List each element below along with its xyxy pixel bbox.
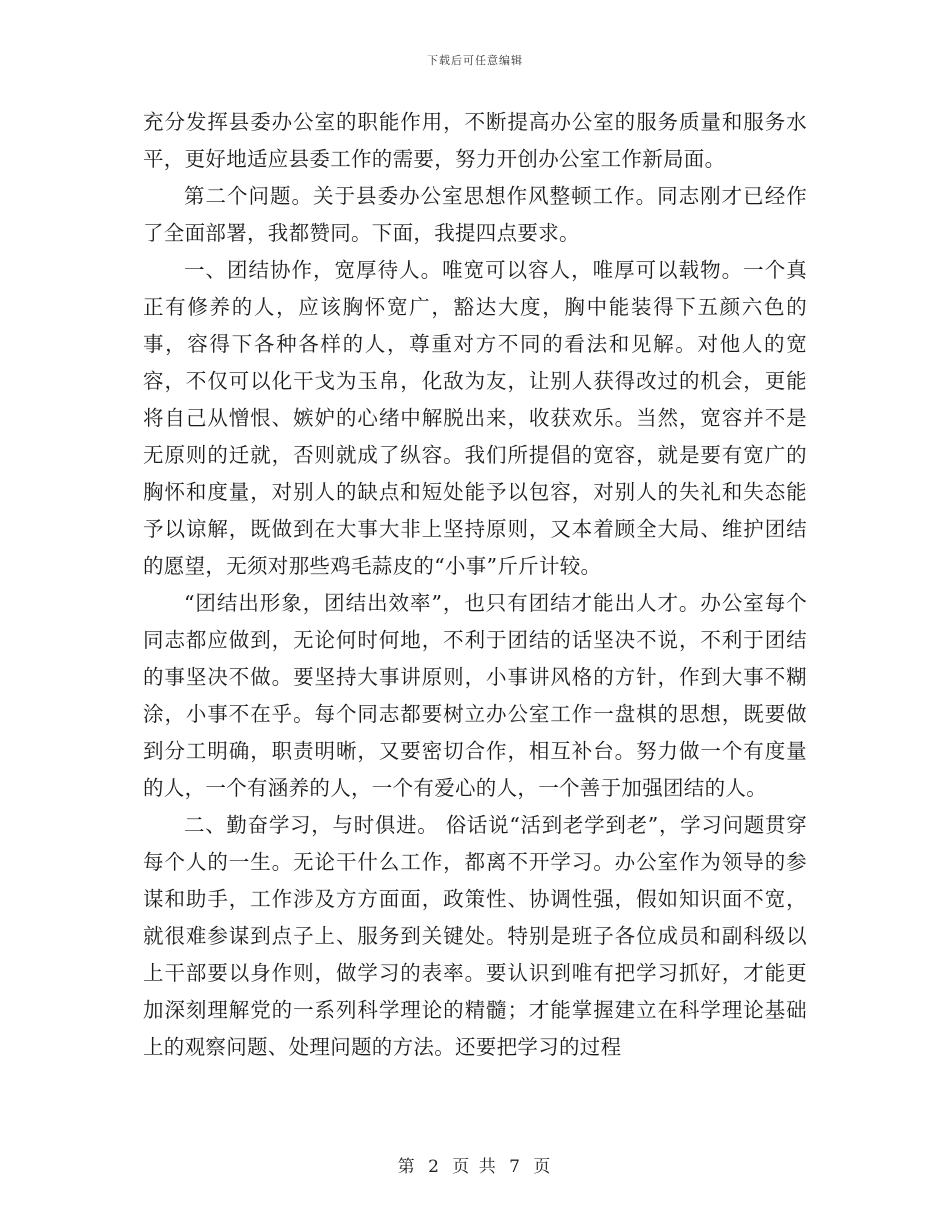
page-number: 2 xyxy=(428,1157,441,1177)
paragraph-diligent-study: 二、勤奋学习，与时俱进。 俗话说“活到老学到老”，学习问题贯穿每个人的一生。无论干什么工作，都离不开学习。办公室作为领导的参谋和助手，工作涉及方方面面，政策性、协调性强，假如知识面不宽，就很难参谋到点子上、服务到关键处。特别是班子各位成员和副科级以上干部要以身作则，做学习的表率。要认识到唯有把学习抓好，才能更加深刻理解党的一系列科学理论的精髓；才能掌握建立在科学理论基础上的观察问题、处理问题的方法。还要把学习的过程 xyxy=(143,813,807,1059)
page-total: 7 xyxy=(509,1157,522,1177)
paragraph-unity-efficiency: “团结出形象，团结出效率”，也只有团结才能出人才。办公室每个同志都应做到，无论何时何地，不利于团结的话坚决不说，不利于团结的事坚决不做。要坚持大事讲原则，小事讲风格的方针，作到大事不糊涂，小事不在乎。每个同志都要树立办公室工作一盘棋的思想，既要做到分工明确，职责明晰，又要密切合作，相互补台。努力做一个有度量的人，一个有涵养的人，一个有爱心的人，一个善于加强团结的人。 xyxy=(143,591,807,800)
footer-prefix: 第 xyxy=(397,1157,417,1177)
document-body xyxy=(143,104,807,1066)
footer-suffix: 页 xyxy=(533,1157,553,1177)
paragraph-unity-cooperation: 一、团结协作，宽厚待人。唯宽可以容人，唯厚可以载物。一个真正有修养的人，应该胸怀宽广，豁达大度，胸中能装得下五颜六色的事，容得下各种各样的人，尊重对方不同的看法和见解。对他人的宽容，不仅可以化干戈为玉帛，化敌为友，让别人获得改过的机会，更能将自己从憎恨、嫉妒的心绪中解脱出来，收获欢乐。当然，宽容并不是无原则的迁就，否则就成了纵容。我们所提倡的宽容，就是要有宽广的胸怀和度量，对别人的缺点和短处能予以包容，对别人的失礼和失态能予以谅解，既做到在大事大非上坚持原则，又本着顾全大局、维护团结的愿望，无须对那些鸡毛蒜皮的“小事”斤斤计较。 xyxy=(143,258,807,578)
page-header-note: 下载后可任意编辑 xyxy=(427,54,523,67)
page-footer xyxy=(0,1152,950,1177)
paragraph-second-issue: 第二个问题。关于县委办公室思想作风整顿工作。同志刚才已经作了全面部署，我都赞同。下面，我提四点要求。 xyxy=(143,184,807,245)
footer-middle: 页 共 xyxy=(452,1157,498,1177)
paragraph-continuation: 充分发挥县委办公室的职能作用，不断提高办公室的服务质量和服务水平，更好地适应县委工作的需要，努力开创办公室工作新局面。 xyxy=(143,110,807,171)
